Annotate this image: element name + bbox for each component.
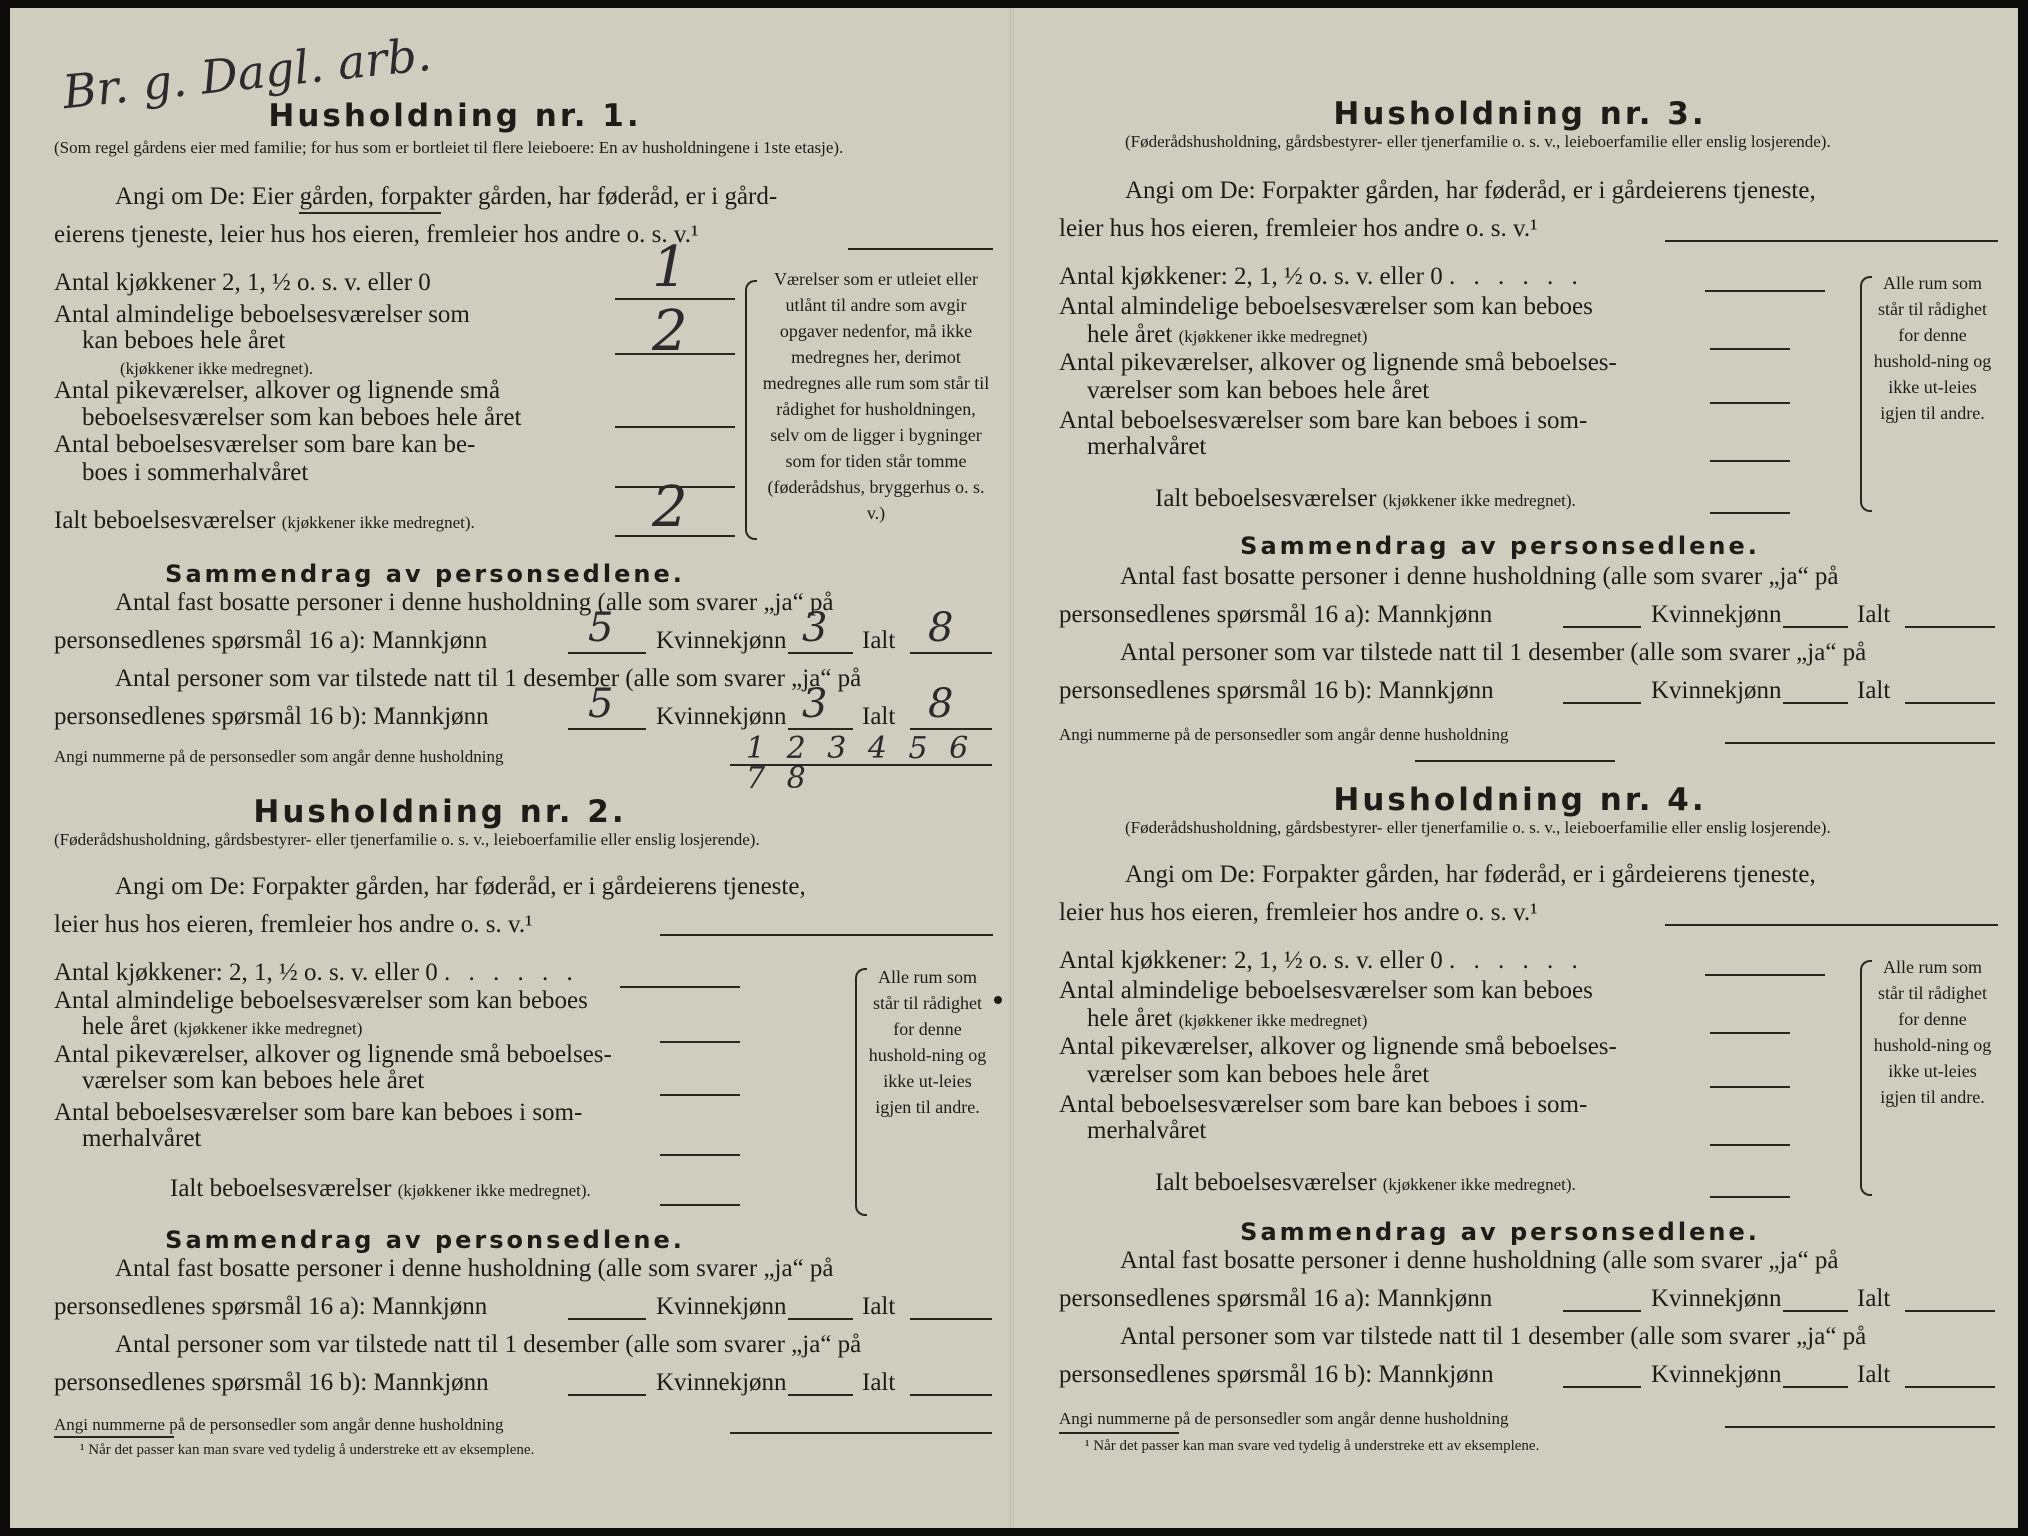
summary-title: Sammendrag av personsedlene.	[165, 560, 685, 588]
angi-answer-line	[1665, 924, 1998, 926]
eier-underline	[299, 212, 441, 214]
footnote: ¹ Når det passer kan man svare ved tydelig å understreke ett av eksemplene.	[80, 1442, 535, 1458]
kitchens-label	[54, 958, 579, 988]
s2-line-2	[1059, 1360, 1494, 1390]
ordinary-label-1: Antal almindelige beboelsesværelser som kan beboes	[54, 987, 588, 1014]
household-title: Husholdning nr. 1.	[268, 98, 642, 134]
household-note: (Føderådshusholdning, gårdsbestyrer- eller tjenerfamilie o. s. v., leieboerfamilie eller enslig losjerende).	[1125, 818, 1831, 837]
angi-line-1: Angi om De: Forpakter gården, har føderåd, er i gårdeierens tjeneste,	[1125, 177, 1816, 204]
kitchens-text: Antal kjøkkener: 2, 1, ½ o. s. v. eller 0	[54, 959, 438, 986]
ordinary-answer-line	[660, 1041, 740, 1043]
maid-label-2: beboelsesværelser som kan beboes hele året	[82, 404, 522, 431]
angi-answer-line	[1665, 240, 1998, 242]
s1-kvinne: Kvinnekjønn	[656, 1293, 787, 1320]
s1-mann-line	[1563, 626, 1641, 628]
total-text: Ialt beboelsesværelser	[1155, 485, 1377, 512]
s1-ialt-line	[1905, 1310, 1995, 1312]
s1-mann-line	[568, 652, 646, 654]
s2-kvinne: Kvinnekjønn	[1651, 677, 1782, 704]
kitchens-dots: . . . . . .	[443, 959, 579, 986]
household-title: Husholdning nr. 2.	[253, 794, 627, 830]
kitchens-answer-line	[620, 986, 740, 988]
total-text: Ialt beboelsesværelser	[1155, 1169, 1377, 1196]
angi-line-2: eierens tjeneste, leier hus hos eieren, fremleier hos andre o. s. v.¹	[54, 221, 699, 248]
s1-line-2	[54, 1292, 487, 1322]
s1-ialt-line	[910, 652, 992, 654]
household-title: Husholdning nr. 4.	[1333, 782, 1707, 818]
kitchens-text: Antal kjøkkener: 2, 1, ½ o. s. v. eller 0	[1059, 947, 1443, 974]
footnote-rule	[54, 1436, 174, 1438]
s1-mann-value: 5	[588, 605, 614, 651]
angi-line-1: Angi om De: Forpakter gården, har føderåd, er i gårdeierens tjeneste,	[1125, 861, 1816, 888]
numbers-line	[1725, 1426, 1995, 1428]
summer-label-1: Antal beboelsesværelser som bare kan be-	[54, 431, 476, 458]
s1-ialt: Ialt	[1857, 1285, 1891, 1312]
s2-kvinne: Kvinnekjønn	[656, 703, 787, 730]
s2-ialt: Ialt	[862, 1369, 896, 1396]
s2-mann-line	[1563, 1386, 1641, 1388]
summer-answer-line	[660, 1154, 740, 1156]
household-3	[1045, 8, 1995, 744]
ordinary-note: (kjøkkener ikke medregnet)	[173, 1019, 363, 1038]
s1-kvinne: Kvinnekjønn	[1651, 601, 1782, 628]
maid-label-1: Antal pikeværelser, alkover og lignende små beboelses-	[1059, 349, 1617, 376]
s2-prefix: personsedlenes spørsmål 16 b):	[54, 703, 368, 730]
side-note: Alle rum som står til rådighet for denne hushold-ning og ikke ut-leies igjen til andre.	[1873, 273, 1992, 423]
s2-prefix: personsedlenes spørsmål 16 b):	[54, 1369, 368, 1396]
numbers-label: Angi nummerne på de personsedler som angår denne husholdning	[1059, 725, 1509, 744]
s1-ialt: Ialt	[862, 627, 896, 654]
total-label	[54, 506, 475, 538]
side-note: Værelser som er utleiet eller utlånt til andre som avgir opgaver nedenfor, må ikke medregnes her, derimot medregnes alle rum som står til rådighet for husholdningen, selv om de ligger i bygninger som for tiden står tomme (føderådshus, bryggerhus o. s. v.)	[762, 269, 990, 523]
footnote-rule	[1059, 1432, 1179, 1434]
s2-kvinne-line	[1783, 1386, 1848, 1388]
ordinary-label-1: Antal almindelige beboelsesværelser som	[54, 301, 470, 328]
s2-line-1: Antal personer som var tilstede natt til 1 desember (alle som svarer „ja“ på	[115, 665, 862, 692]
s1-kvinne-line	[1783, 1310, 1848, 1312]
s1-kvinne: Kvinnekjønn	[1651, 1285, 1782, 1312]
summer-label-1: Antal beboelsesværelser som bare kan beboes i som-	[1059, 1091, 1588, 1118]
total-label	[1155, 484, 1576, 516]
numbers-label: Angi nummerne på de personsedler som angår denne husholdning	[1059, 1409, 1509, 1428]
ordinary-note: (kjøkkener ikke medregnet)	[1178, 1011, 1368, 1030]
summer-label-2: merhalvåret	[1087, 1117, 1207, 1144]
household-note: (Føderådshusholdning, gårdsbestyrer- eller tjenerfamilie o. s. v., leieboerfamilie eller enslig losjerende).	[1125, 132, 1831, 151]
maid-answer-line	[1710, 1086, 1790, 1088]
angi-line-2: leier hus hos eieren, fremleier hos andre o. s. v.¹	[54, 911, 533, 938]
s2-mann: Mannkjønn	[373, 703, 489, 730]
angi-answer-line	[848, 248, 993, 250]
s2-ialt-value: 8	[928, 681, 954, 727]
s2-kvinne: Kvinnekjønn	[1651, 1361, 1782, 1388]
angi-answer-line	[660, 934, 993, 936]
s2-kvinne-line	[788, 1394, 853, 1396]
summer-label-1: Antal beboelsesværelser som bare kan beboes i som-	[54, 1099, 583, 1126]
household-note: (Føderådshusholdning, gårdsbestyrer- eller tjenerfamilie o. s. v., leieboerfamilie eller enslig losjerende).	[54, 830, 760, 849]
ordinary-answer-line	[1710, 1032, 1790, 1034]
summer-label-1: Antal beboelsesværelser som bare kan beboes i som-	[1059, 407, 1588, 434]
handwritten-annotation: Br. g. Dagl. arb.	[60, 26, 434, 120]
s1-line-2	[1059, 600, 1492, 630]
numbers-line	[730, 1432, 992, 1434]
s2-ialt-line	[910, 1394, 992, 1396]
ordinary-text: hele året	[1087, 1005, 1173, 1032]
summary-title: Sammendrag av personsedlene.	[1240, 532, 1760, 560]
s1-line-1: Antal fast bosatte personer i denne husholdning (alle som svarer „ja“ på	[115, 589, 834, 616]
s2-kvinne-value: 3	[802, 681, 828, 727]
total-answer-line	[1710, 512, 1790, 514]
maid-label-2: værelser som kan beboes hele året	[82, 1067, 425, 1094]
kitchens-label	[1059, 262, 1584, 292]
page-mark	[994, 996, 1002, 1004]
angi-line-1: Angi om De: Forpakter gården, har føderåd, er i gårdeierens tjeneste,	[115, 873, 806, 900]
ordinary-label-1: Antal almindelige beboelsesværelser som kan beboes	[1059, 977, 1593, 1004]
household-note: (Som regel gårdens eier med familie; for hus som er bortleiet til flere leieboere: En av husholdningene i 1ste etasje).	[54, 138, 844, 157]
total-text: Ialt beboelsesværelser	[170, 1175, 392, 1202]
s1-mann: Mannkjønn	[1376, 601, 1493, 628]
s2-ialt: Ialt	[1857, 1361, 1891, 1388]
angi-line-2: leier hus hos eieren, fremleier hos andre o. s. v.¹	[1059, 899, 1538, 926]
s1-line-2	[54, 626, 487, 656]
s1-line-1: Antal fast bosatte personer i denne husholdning (alle som svarer „ja“ på	[115, 1255, 834, 1282]
s2-mann: Mannkjønn	[1378, 1361, 1494, 1388]
s1-prefix: personsedlenes spørsmål 16 a):	[1059, 1285, 1371, 1312]
summer-label-2: merhalvåret	[82, 1125, 202, 1152]
total-value: 2	[652, 475, 688, 540]
footnote: ¹ Når det passer kan man svare ved tydelig å understreke ett av eksemplene.	[1085, 1438, 1540, 1454]
summary-title: Sammendrag av personsedlene.	[1240, 1218, 1760, 1246]
maid-label-1: Antal pikeværelser, alkover og lignende små beboelses-	[1059, 1033, 1617, 1060]
side-note: Alle rum som står til rådighet for denne hushold-ning og ikke ut-leies igjen til andre.	[1873, 957, 1992, 1107]
right-page	[1045, 8, 1995, 1528]
ordinary-label-3: (kjøkkener ikke medregnet).	[120, 359, 314, 378]
s1-ialt-value: 8	[928, 605, 954, 651]
s1-kvinne-line	[788, 1318, 853, 1320]
s2-prefix: personsedlenes spørsmål 16 b):	[1059, 1361, 1373, 1388]
total-note: (kjøkkener ikke medregnet).	[1382, 491, 1576, 510]
s1-ialt: Ialt	[1857, 601, 1891, 628]
total-label	[1155, 1168, 1576, 1200]
s2-line-1: Antal personer som var tilstede natt til 1 desember (alle som svarer „ja“ på	[1120, 639, 1867, 666]
s1-mann: Mannkjønn	[371, 1293, 488, 1320]
ordinary-label-2: kan beboes hele året	[82, 327, 286, 354]
s1-prefix: personsedlenes spørsmål 16 a):	[54, 627, 366, 654]
total-text: Ialt beboelsesværelser	[54, 507, 276, 534]
maid-label-1: Antal pikeværelser, alkover og lignende små beboelses-	[54, 1041, 612, 1068]
total-note: (kjøkkener ikke medregnet).	[281, 513, 475, 532]
s2-line-1: Antal personer som var tilstede natt til 1 desember (alle som svarer „ja“ på	[115, 1331, 862, 1358]
kitchens-label	[1059, 946, 1584, 976]
ordinary-text: hele året	[82, 1013, 168, 1040]
maid-label-2: værelser som kan beboes hele året	[1087, 1061, 1430, 1088]
s1-line-2	[1059, 1284, 1492, 1314]
maid-answer-line	[615, 426, 735, 428]
angi-line-1: Angi om De: Eier gården, forpakter gården, har føderåd, er i gård-	[115, 183, 778, 210]
ordinary-note: (kjøkkener ikke medregnet)	[1178, 327, 1368, 346]
s1-mann-line	[1563, 1310, 1641, 1312]
summer-label-2: boes i sommerhalvåret	[82, 459, 309, 486]
maid-label-2: værelser som kan beboes hele året	[1087, 377, 1430, 404]
s1-line-1: Antal fast bosatte personer i denne husholdning (alle som svarer „ja“ på	[1120, 563, 1839, 590]
s2-ialt: Ialt	[862, 703, 896, 730]
s1-ialt-line	[1905, 626, 1995, 628]
s2-mann: Mannkjønn	[373, 1369, 489, 1396]
total-note: (kjøkkener ikke medregnet).	[397, 1181, 591, 1200]
s2-ialt: Ialt	[1857, 677, 1891, 704]
census-form-sheet	[10, 8, 2018, 1528]
s1-kvinne-line	[1783, 626, 1848, 628]
s1-mann: Mannkjønn	[1376, 1285, 1493, 1312]
s2-line-2	[54, 1368, 489, 1398]
total-note: (kjøkkener ikke medregnet).	[1382, 1175, 1576, 1194]
left-page	[40, 8, 990, 1528]
maid-label-1: Antal pikeværelser, alkover og lignende små	[54, 377, 501, 404]
numbers-label: Angi nummerne på de personsedler som angår denne husholdning	[54, 1415, 504, 1434]
summary-title: Sammendrag av personsedlene.	[165, 1226, 685, 1254]
kitchens-dots: . . . . . .	[1448, 263, 1584, 290]
maid-answer-line	[660, 1094, 740, 1096]
s2-prefix: personsedlenes spørsmål 16 b):	[1059, 677, 1373, 704]
kitchens-answer-line	[1705, 290, 1825, 292]
s1-ialt-line	[910, 1318, 992, 1320]
kitchens-text: Antal kjøkkener: 2, 1, ½ o. s. v. eller 0	[1059, 263, 1443, 290]
s2-mann-line	[568, 1394, 646, 1396]
summer-label-2: merhalvåret	[1087, 433, 1207, 460]
s2-mann: Mannkjønn	[1378, 677, 1494, 704]
s1-kvinne-value: 3	[802, 605, 828, 651]
household-2	[40, 694, 990, 1434]
maid-answer-line	[1710, 402, 1790, 404]
total-label	[170, 1174, 591, 1206]
page-fold	[1010, 8, 1014, 1528]
s1-prefix: personsedlenes spørsmål 16 a):	[1059, 601, 1371, 628]
s2-kvinne: Kvinnekjønn	[656, 1369, 787, 1396]
s1-line-1: Antal fast bosatte personer i denne husholdning (alle som svarer „ja“ på	[1120, 1247, 1839, 1274]
numbers-label: Angi nummerne på de personsedler som angår denne husholdning	[54, 747, 504, 766]
kitchens-value: 1	[652, 235, 688, 300]
s1-mann: Mannkjønn	[371, 627, 488, 654]
total-answer-line	[660, 1204, 740, 1206]
ordinary-answer-line	[1710, 348, 1790, 350]
kitchens-dots: . . . . . .	[1448, 947, 1584, 974]
kitchens-label: Antal kjøkkener 2, 1, ½ o. s. v. eller 0	[54, 269, 431, 296]
summer-answer-line	[1710, 460, 1790, 462]
ordinary-value: 2	[652, 299, 688, 364]
angi-line-2: leier hus hos eieren, fremleier hos andre o. s. v.¹	[1059, 215, 1538, 242]
s2-line-1: Antal personer som var tilstede natt til 1 desember (alle som svarer „ja“ på	[1120, 1323, 1867, 1350]
household-1	[40, 8, 990, 796]
s2-ialt-line	[1905, 1386, 1995, 1388]
side-note-brace	[745, 280, 757, 540]
ordinary-text: hele året	[1087, 321, 1173, 348]
household-4	[1045, 694, 1995, 1428]
s1-kvinne: Kvinnekjønn	[656, 627, 787, 654]
ordinary-label-1: Antal almindelige beboelsesværelser som kan beboes	[1059, 293, 1593, 320]
s1-prefix: personsedlenes spørsmål 16 a):	[54, 1293, 366, 1320]
total-answer-line	[1710, 1196, 1790, 1198]
kitchens-answer-line	[1705, 974, 1825, 976]
s1-ialt: Ialt	[862, 1293, 896, 1320]
s1-kvinne-line	[788, 652, 853, 654]
s1-mann-line	[568, 1318, 646, 1320]
summer-answer-line	[1710, 1144, 1790, 1146]
side-note: Alle rum som står til rådighet for denne hushold-ning og ikke ut-leies igjen til andre.	[868, 967, 987, 1117]
numbers-value: 1 2 3 4 5 6 7 8	[746, 731, 975, 796]
s2-mann-value: 5	[588, 681, 614, 727]
household-title: Husholdning nr. 3.	[1333, 96, 1707, 132]
